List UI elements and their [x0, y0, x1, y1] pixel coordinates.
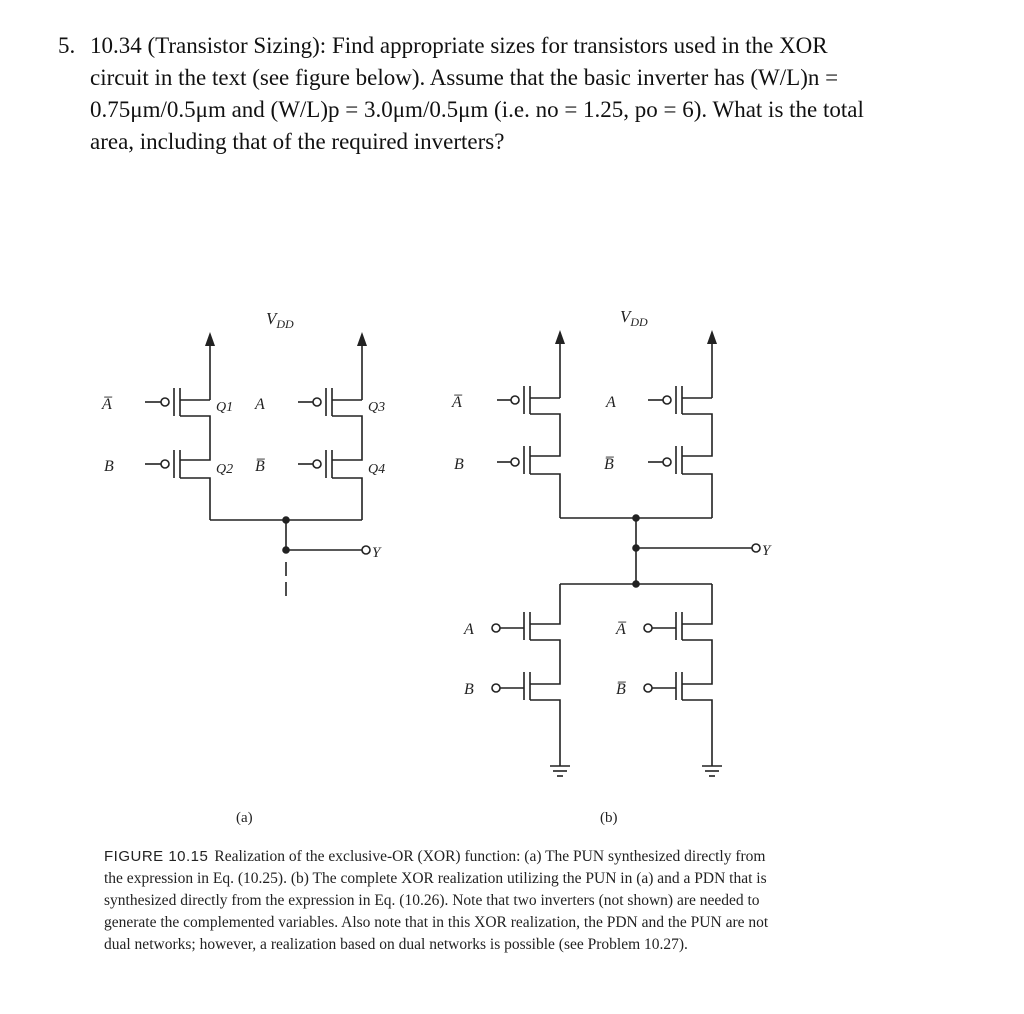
panel-b-output-y: Y: [762, 543, 771, 559]
panel-a-circuit: [101, 309, 385, 826]
caption-line-5: dual networks; however, a realization based on dual networks is possible (see Problem 10.27).: [104, 936, 688, 953]
panel-b-pdn-input-bbar: B̅: [616, 681, 626, 698]
panel-b-pdn-input-b: B: [464, 681, 474, 698]
panel-b-pun-input-a: A: [606, 394, 616, 411]
label-q1: Q1: [216, 400, 234, 415]
caption-line-1: FIGURE 10.15 Realization of the exclusive-OR (XOR) function: (a) The PUN synthesized directly from: [104, 848, 766, 865]
panel-a-label: (a): [236, 810, 253, 826]
label-q4: Q4: [368, 462, 386, 477]
figure-caption: [104, 846, 974, 956]
panel-a-input-abar-1: A̅: [102, 396, 112, 413]
caption-line-2: the expression in Eq. (10.25). (b) The complete XOR realization utilizing the PUN in (a) and a PDN that is: [104, 870, 767, 887]
label-q3: Q3: [368, 400, 386, 415]
problem-number: 5.: [58, 33, 76, 58]
panel-b-pun-input-bbar: B̅: [604, 456, 614, 473]
panel-b-label: (b): [600, 810, 618, 826]
panel-a-input-b-1: B: [104, 458, 114, 475]
panel-b-circuit: [451, 307, 772, 826]
panel-a-output-y: Y: [372, 545, 381, 561]
panel-b-pun-input-b: B: [454, 456, 464, 473]
panel-a-input-bbar-1: B̅: [255, 458, 265, 475]
problem-line-4: area, including that of the required inverters?: [90, 129, 505, 154]
problem-line-1: 10.34 (Transistor Sizing): Find appropriate sizes for transistors used in the XOR: [90, 33, 828, 58]
panel-b-vdd-label: $V_{DD}$: [620, 307, 648, 329]
problem-line-3: 0.75μm/0.5μm and (W/L)p = 3.0μm/0.5μm (i.e. no = 1.25, po = 6). What is the total: [90, 97, 864, 122]
panel-a-input-a-1: A: [255, 396, 265, 413]
problem-line-2: circuit in the text (see figure below). Assume that the basic inverter has (W/L)n =: [90, 65, 839, 90]
caption-figure-label: FIGURE 10.15: [104, 848, 209, 865]
panel-a-vdd-label: $V_{DD}$: [266, 309, 294, 331]
label-q2: Q2: [216, 462, 234, 477]
panel-b-pun-input-abar: A̅: [452, 394, 462, 411]
panel-b-pdn-input-a: A: [464, 621, 474, 638]
panel-b-pdn-input-abar: A̅: [616, 621, 626, 638]
caption-line-3: synthesized directly from the expression in Eq. (10.26). Note that two inverters (not shown) are needed to: [104, 892, 760, 909]
caption-line-4: generate the complemented variables. Also note that in this XOR realization, the PDN and the PUN are not: [104, 914, 769, 931]
